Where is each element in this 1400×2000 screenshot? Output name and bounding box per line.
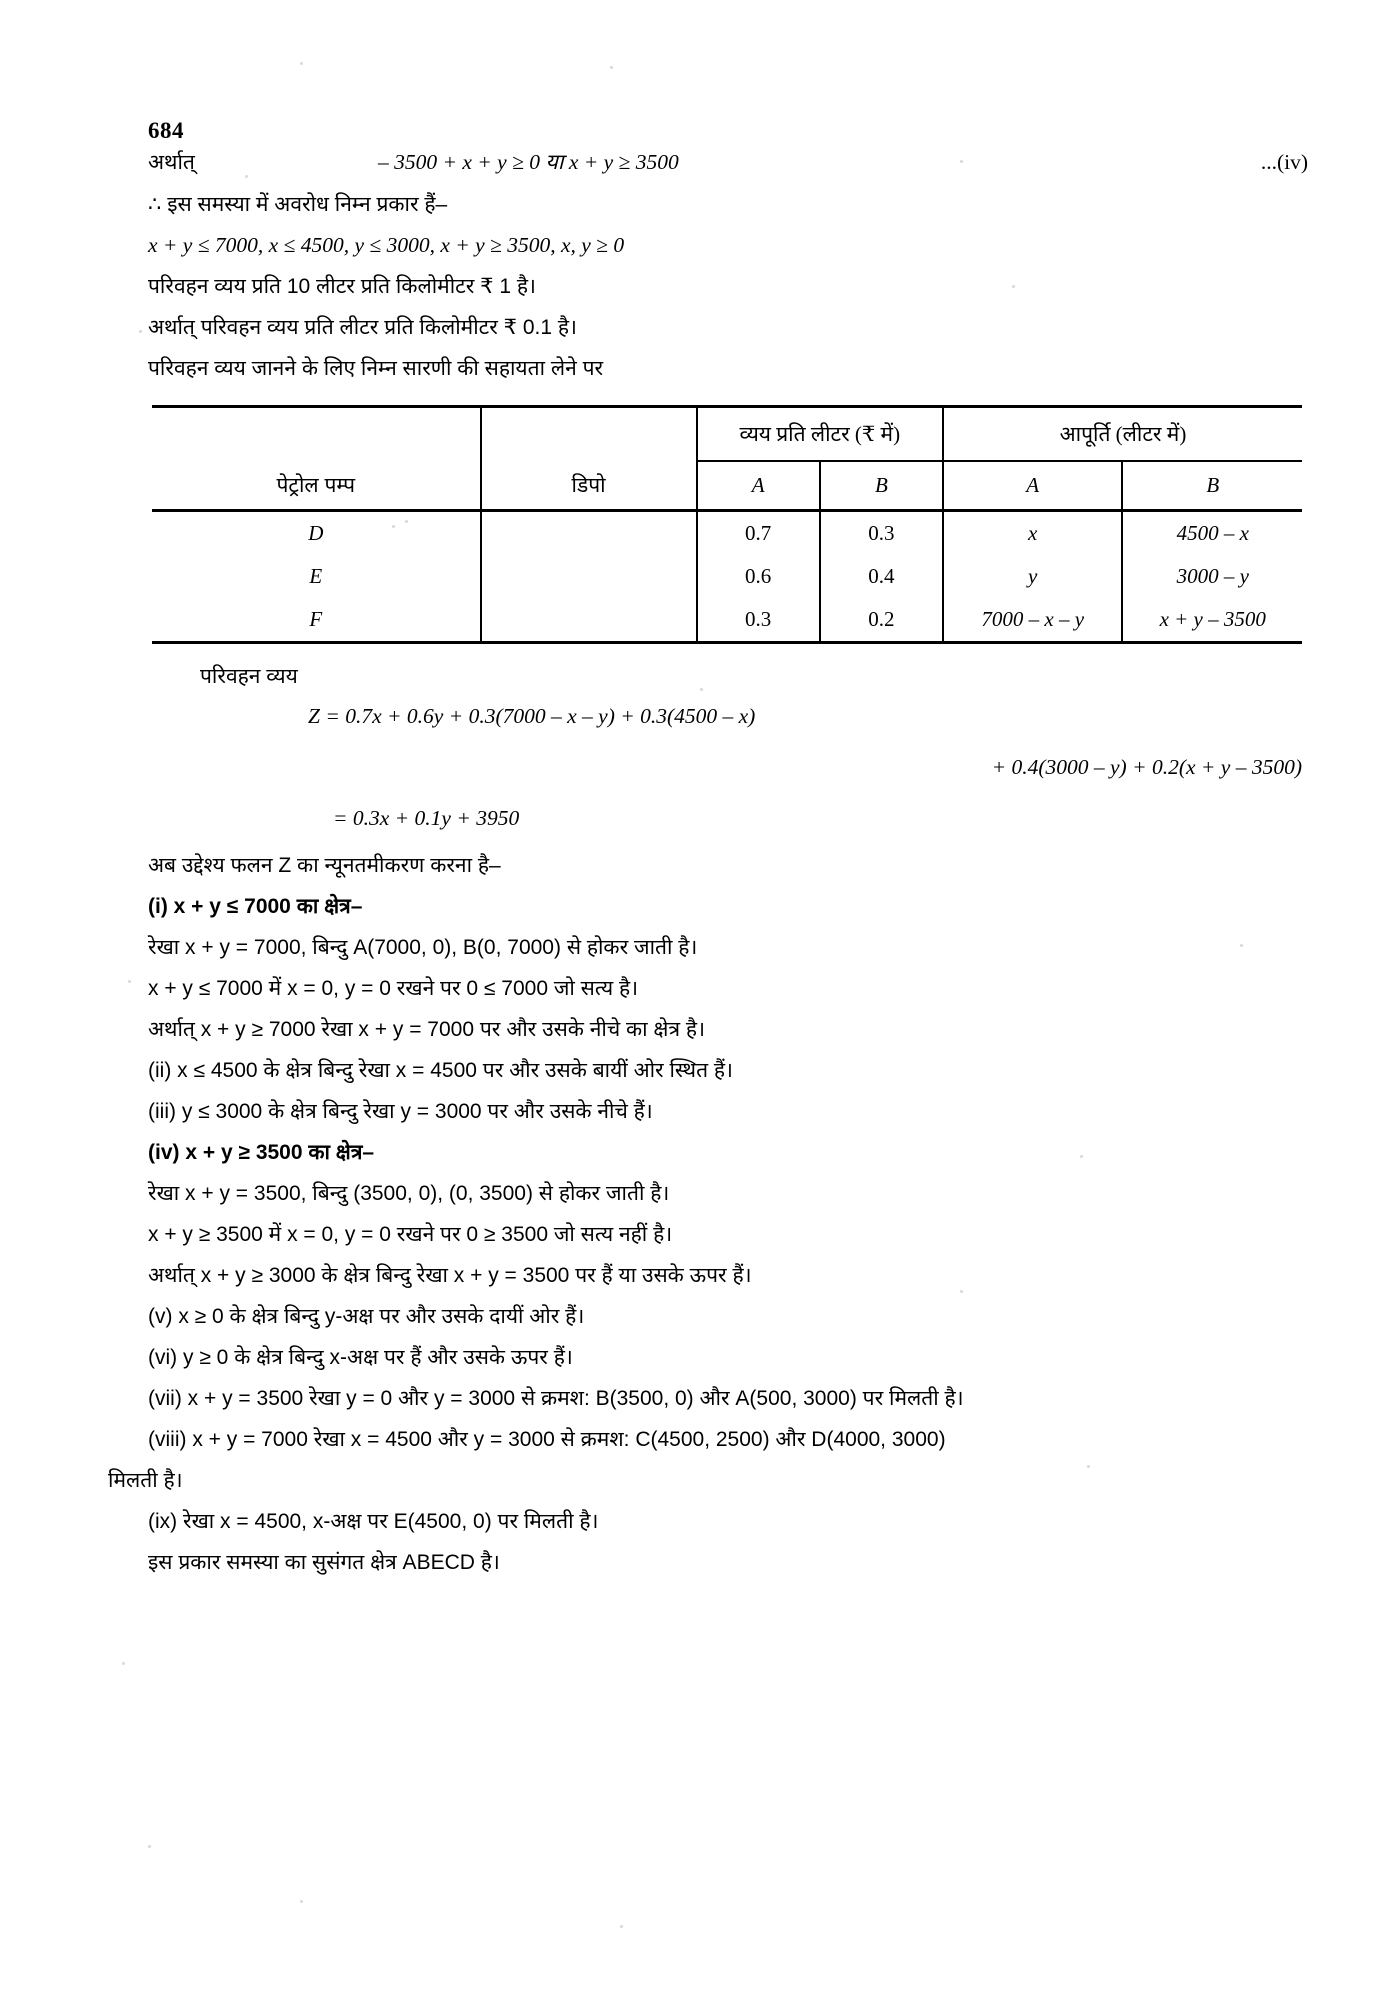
region-ii: (ii) x ≤ 4500 के क्षेत्र बिन्दु रेखा x = 4500 पर और उसके बायीं ओर स्थित हैं। bbox=[148, 1059, 734, 1082]
cell-cost-b: 0.2 bbox=[820, 599, 943, 643]
cell-cost-b: 0.3 bbox=[820, 511, 943, 555]
page-content bbox=[108, 150, 1308, 1593]
transport-table-wrap bbox=[148, 405, 1308, 644]
table-cell-empty bbox=[481, 407, 697, 461]
region-viii-continuation: मिलती है। bbox=[108, 1469, 183, 1492]
constraints-intro: ∴ इस समस्या में अवरोध निम्न प्रकार हैं– bbox=[148, 192, 448, 216]
cell-supply-a: y bbox=[943, 555, 1122, 599]
equation-line-iv bbox=[148, 152, 1308, 174]
group-header-cost: व्यय प्रति लीटर (₹ में) bbox=[697, 407, 943, 461]
cell-supply-a: x bbox=[943, 511, 1122, 555]
group-header-supply: आपूर्ति (लीटर में) bbox=[943, 407, 1302, 461]
column-header-cost-b: B bbox=[820, 461, 943, 511]
cell-supply-a: 7000 – x – y bbox=[943, 599, 1122, 643]
region-i-heading: (i) x + y ≤ 7000 का क्षेत्र– bbox=[148, 895, 363, 918]
table-group-header-row bbox=[152, 407, 1302, 461]
column-header-depot: डिपो bbox=[481, 461, 697, 511]
transport-table bbox=[152, 405, 1302, 644]
column-header-pump: पेट्रोल पम्प bbox=[152, 461, 481, 511]
region-iv-heading: (iv) x + y ≥ 3500 का क्षेत्र– bbox=[148, 1141, 375, 1164]
cell-supply-b: 3000 – y bbox=[1122, 555, 1302, 599]
table-row bbox=[152, 599, 1302, 643]
transport-cost-per-litre: अर्थात् परिवहन व्यय प्रति लीटर प्रति किलोमीटर ₹ 0.1 है। bbox=[148, 316, 578, 339]
cost-equation-block bbox=[148, 662, 1308, 831]
transport-cost-per-10l: परिवहन व्यय प्रति 10 लीटर प्रति किलोमीटर ₹ 1 है। bbox=[148, 275, 536, 298]
region-ix: (ix) रेखा x = 4500, x-अक्ष पर E(4500, 0) पर मिलती है। bbox=[148, 1510, 599, 1533]
cell-cost-a: 0.7 bbox=[697, 511, 820, 555]
constraints-list: x + y ≤ 7000, x ≤ 4500, y ≤ 3000, x + y ≥ 3500, x, y ≥ 0 bbox=[148, 232, 625, 257]
cell-cost-a: 0.6 bbox=[697, 555, 820, 599]
arthat-label: अर्थात् bbox=[148, 151, 195, 174]
table-row bbox=[152, 555, 1302, 599]
table-intro: परिवहन व्यय जानने के लिए निम्न सारणी की सहायता लेने पर bbox=[148, 357, 604, 380]
table-cell-empty bbox=[152, 407, 481, 461]
cell-supply-b: x + y – 3500 bbox=[1122, 599, 1302, 643]
cell-cost-a: 0.3 bbox=[697, 599, 820, 643]
region-viii: (viii) x + y = 7000 रेखा x = 4500 और y = 3000 से क्रमश: C(4500, 2500) और D(4000, 3000) bbox=[148, 1428, 946, 1451]
inequality-iv: – 3500 + x + y ≥ 0 या x + y ≥ 3500 bbox=[378, 150, 679, 174]
region-i-line-b: x + y ≤ 7000 में x = 0, y = 0 रखने पर 0 ≤ 7000 जो सत्य है। bbox=[148, 977, 639, 1000]
scan-speck bbox=[122, 1662, 125, 1665]
scan-speck bbox=[139, 330, 142, 333]
feasible-region-conclusion: इस प्रकार समस्या का सुसंगत क्षेत्र ABECD है। bbox=[148, 1551, 500, 1574]
cost-equation-line-3: = 0.3x + 0.1y + 3950 bbox=[333, 806, 520, 830]
region-iv-line-a: रेखा x + y = 3500, बिन्दु (3500, 0), (0, 3500) से होकर जाती है। bbox=[148, 1182, 670, 1205]
scan-speck bbox=[610, 66, 613, 69]
cell-depot bbox=[481, 599, 697, 643]
region-iii: (iii) y ≤ 3000 के क्षेत्र बिन्दु रेखा y = 3000 पर और उसके नीचे हैं। bbox=[148, 1100, 653, 1123]
page-number: 684 bbox=[148, 118, 184, 143]
cell-pump: F bbox=[152, 599, 481, 643]
cell-depot bbox=[481, 511, 697, 555]
region-iv-line-b: x + y ≥ 3500 में x = 0, y = 0 रखने पर 0 ≥ 3500 जो सत्य नहीं है। bbox=[148, 1223, 673, 1246]
region-i-line-a: रेखा x + y = 7000, बिन्दु A(7000, 0), B(0, 7000) से होकर जाती है। bbox=[148, 936, 698, 959]
column-header-supply-b: B bbox=[1122, 461, 1302, 511]
region-i-line-c: अर्थात् x + y ≥ 7000 रेखा x + y = 7000 पर और उसके नीचे का क्षेत्र है। bbox=[148, 1018, 706, 1041]
region-vii: (vii) x + y = 3500 रेखा y = 0 और y = 3000 से क्रमश: B(3500, 0) और A(500, 3000) पर मिलती है। bbox=[148, 1387, 964, 1410]
cell-pump: D bbox=[308, 520, 324, 545]
cost-equation-line-2: + 0.4(3000 – y) + 0.2(x + y – 3500) bbox=[991, 755, 1302, 779]
table-column-header-row bbox=[152, 461, 1302, 511]
region-v: (v) x ≥ 0 के क्षेत्र बिन्दु y-अक्ष पर और उसके दायीं ओर हैं। bbox=[148, 1305, 585, 1328]
cell-pump: E bbox=[309, 564, 323, 588]
scan-speck bbox=[128, 980, 131, 983]
cell-supply-b: 4500 – x bbox=[1122, 511, 1302, 555]
region-iv-line-c: अर्थात् x + y ≥ 3000 के क्षेत्र बिन्दु रेखा x + y = 3500 पर हैं या उसके ऊपर हैं। bbox=[148, 1264, 752, 1287]
scan-speck bbox=[620, 1925, 623, 1928]
region-vi: (vi) y ≥ 0 के क्षेत्र बिन्दु x-अक्ष पर हैं और उसके ऊपर हैं। bbox=[148, 1346, 573, 1369]
cell-depot bbox=[481, 555, 697, 599]
scan-speck bbox=[148, 1845, 151, 1848]
cell-cost-b: 0.4 bbox=[820, 555, 943, 599]
cost-equation-line-1: Z = 0.7x + 0.6y + 0.3(7000 – x – y) + 0.3(4500 – x) bbox=[308, 704, 756, 728]
equation-number-iv: ...(iv) bbox=[1260, 150, 1308, 174]
table-row bbox=[152, 511, 1302, 555]
cost-equation-caption: परिवहन व्यय bbox=[200, 665, 298, 688]
column-header-supply-a: A bbox=[943, 461, 1122, 511]
column-header-cost-a: A bbox=[697, 461, 820, 511]
objective-statement: अब उद्देश्य फलन Z का न्यूनतमीकरण करना है– bbox=[148, 854, 501, 877]
scan-speck bbox=[300, 62, 303, 65]
scan-speck bbox=[300, 1900, 303, 1903]
